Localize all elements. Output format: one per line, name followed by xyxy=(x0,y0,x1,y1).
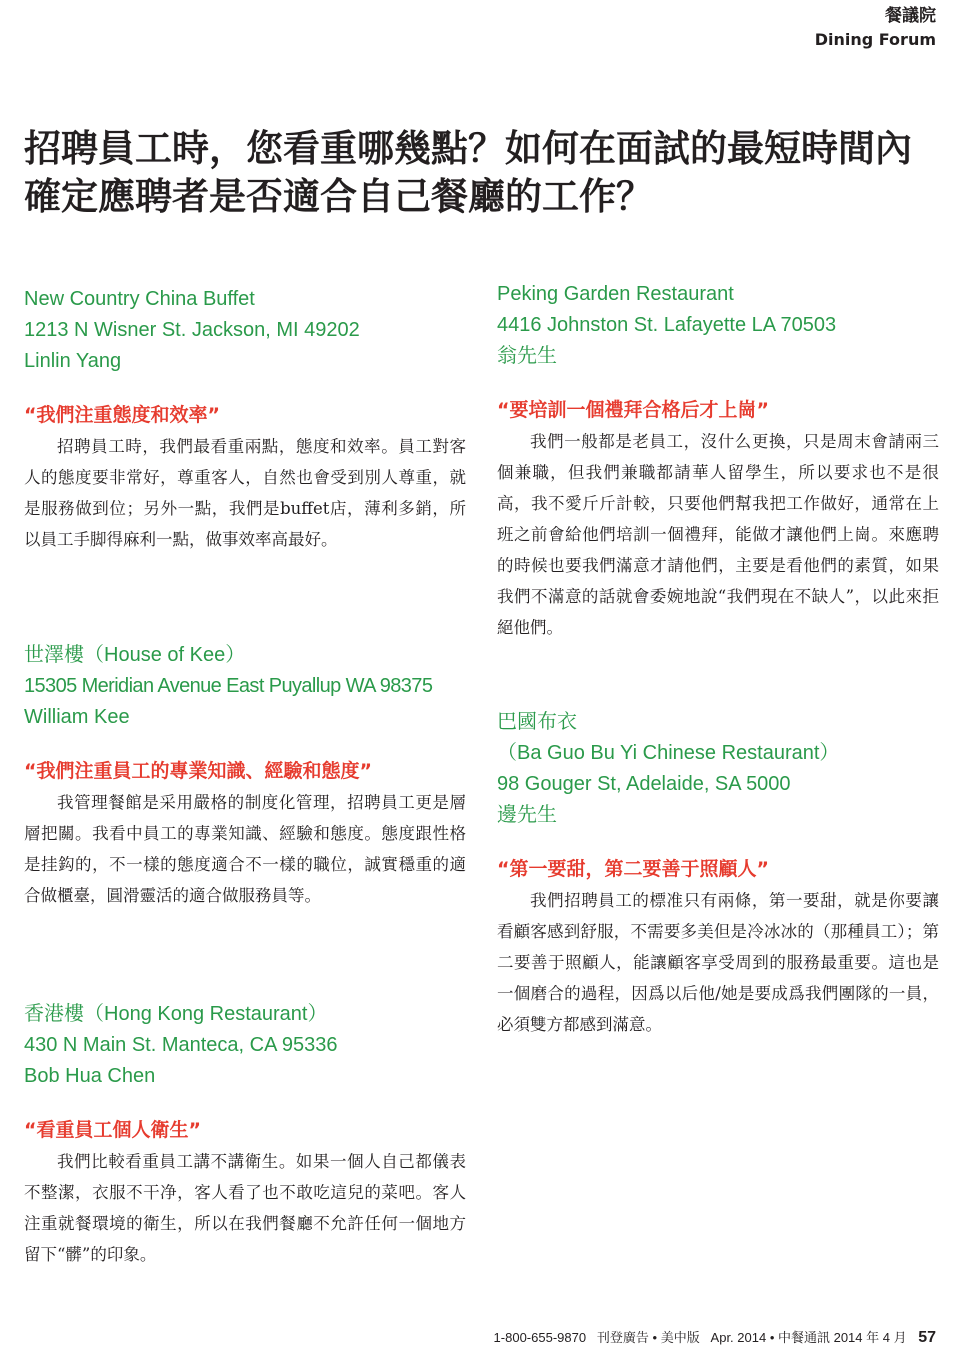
entry-house-of-kee xyxy=(24,640,466,911)
restaurant-name-english: （Ba Guo Bu Yi Chinese Restaurant） xyxy=(497,742,840,764)
page-footer xyxy=(494,1327,936,1347)
footer-phone: 1-800-655-9870 xyxy=(493,1330,587,1345)
answer-text: 我們比較看重員工講不講衛生。如果一個人自己都儀表不整潔，衣服不干净，客人看了也不敢吃這兒的菜吧。客人注重就餐環境的衛生，所以在我們餐廳不允許任何一個地方留下“髒”的印象。 xyxy=(24,1152,466,1264)
restaurant-address: 430 N Main St. Manteca, CA 95336 xyxy=(24,1034,338,1056)
restaurant-address: 4416 Johnston St. Lafayette LA 70503 xyxy=(497,314,837,336)
answer-text: 我管理餐館是采用嚴格的制度化管理，招聘員工更是層層把關。我看中員工的專業知識、經驗和態度。態度跟性格是挂鈎的，不一樣的態度適合不一樣的職位，誠實穩重的適合做櫃臺，圓滑靈活的適合做服務員等。 xyxy=(24,793,466,905)
contact-name: 翁先生 xyxy=(497,345,557,367)
answer-text: 我們招聘員工的標准只有兩條，第一要甜，就是你要讓看顧客感到舒服，不需要多美但是冷冰冰的（那種員工）；第二要善于照顧人，能讓顧客享受周到的服務最重要。這也是一個磨合的過程，因爲以后他/她是要成爲我們團隊的一員，必須雙方都感到滿意。 xyxy=(497,891,939,1034)
entry-peking-garden-restaurant xyxy=(497,279,939,643)
restaurant-address: 1213 N Wisner St. Jackson, MI 49202 xyxy=(24,319,360,341)
entry-hong-kong-restaurant xyxy=(24,999,466,1270)
contact-name: Linlin Yang xyxy=(24,350,122,372)
answer-text: 招聘員工時，我們最看重兩點，態度和效率。員工對客人的態度要非常好，尊重客人，自然也會受到別人尊重，就是服務做到位；另外一點，我們是buffet店，薄利多銷，所以員工手脚得麻利一點，做事效率高最好。 xyxy=(24,437,466,549)
restaurant-address: 15305 Meridian Avenue East Puyallup WA 98375 xyxy=(24,675,433,697)
quote-heading: “我們注重態度和效率” xyxy=(24,404,220,426)
restaurant-address: 98 Gouger St, Adelaide, SA 5000 xyxy=(497,773,791,795)
contact-name: 邊先生 xyxy=(497,804,557,826)
restaurant-name: Peking Garden Restaurant xyxy=(497,283,734,305)
restaurant-name: New Country China Buffet xyxy=(24,288,255,310)
quote-heading: “要培訓一個禮拜合格后才上崗” xyxy=(497,399,769,421)
quote-heading: “第一要甜，第二要善于照顧人” xyxy=(497,858,769,880)
restaurant-name: 香港樓（Hong Kong Restaurant） xyxy=(24,1003,328,1025)
footer-ad: 刊登廣告 • 美中版 xyxy=(596,1330,700,1345)
section-name-zh: 餐議院 xyxy=(885,6,936,26)
headline: 招聘員工時，您看重哪幾點？如何在面試的最短時間內確定應聘者是否適合自己餐廳的工作？ xyxy=(24,126,912,218)
page-number: 57 xyxy=(918,1329,936,1346)
entry-ba-guo-bu-yi xyxy=(497,707,939,1040)
section-name-en: Dining Forum xyxy=(814,30,936,49)
contact-name: William Kee xyxy=(24,706,130,728)
footer-issue: Apr. 2014 • 中餐通訊 2014 年 4 月 xyxy=(710,1330,907,1345)
entry-new-country-china-buffet xyxy=(24,284,466,555)
answer-text: 我們一般都是老員工，沒什么更換，只是周末會請兩三個兼職，但我們兼職都請華人留學生，所以要求也不是很高，我不愛斤斤計較，只要他們幫我把工作做好，通常在上班之前會給他們培訓一個禮拜，能做才讓他們上崗。來應聘的時候也要我們滿意才請他們，主要是看他們的素質，如果我們不滿意的話就會委婉地說“我們現在不缺人”，以此來拒絕他們。 xyxy=(497,432,939,637)
section-tag xyxy=(815,4,936,52)
restaurant-name: 巴國布衣 xyxy=(497,711,577,733)
quote-heading: “看重員工個人衛生” xyxy=(24,1119,201,1141)
quote-heading: “我們注重員工的專業知識、經驗和態度” xyxy=(24,760,372,782)
contact-name: Bob Hua Chen xyxy=(24,1065,156,1087)
restaurant-name: 世澤樓（House of Kee） xyxy=(24,644,246,666)
